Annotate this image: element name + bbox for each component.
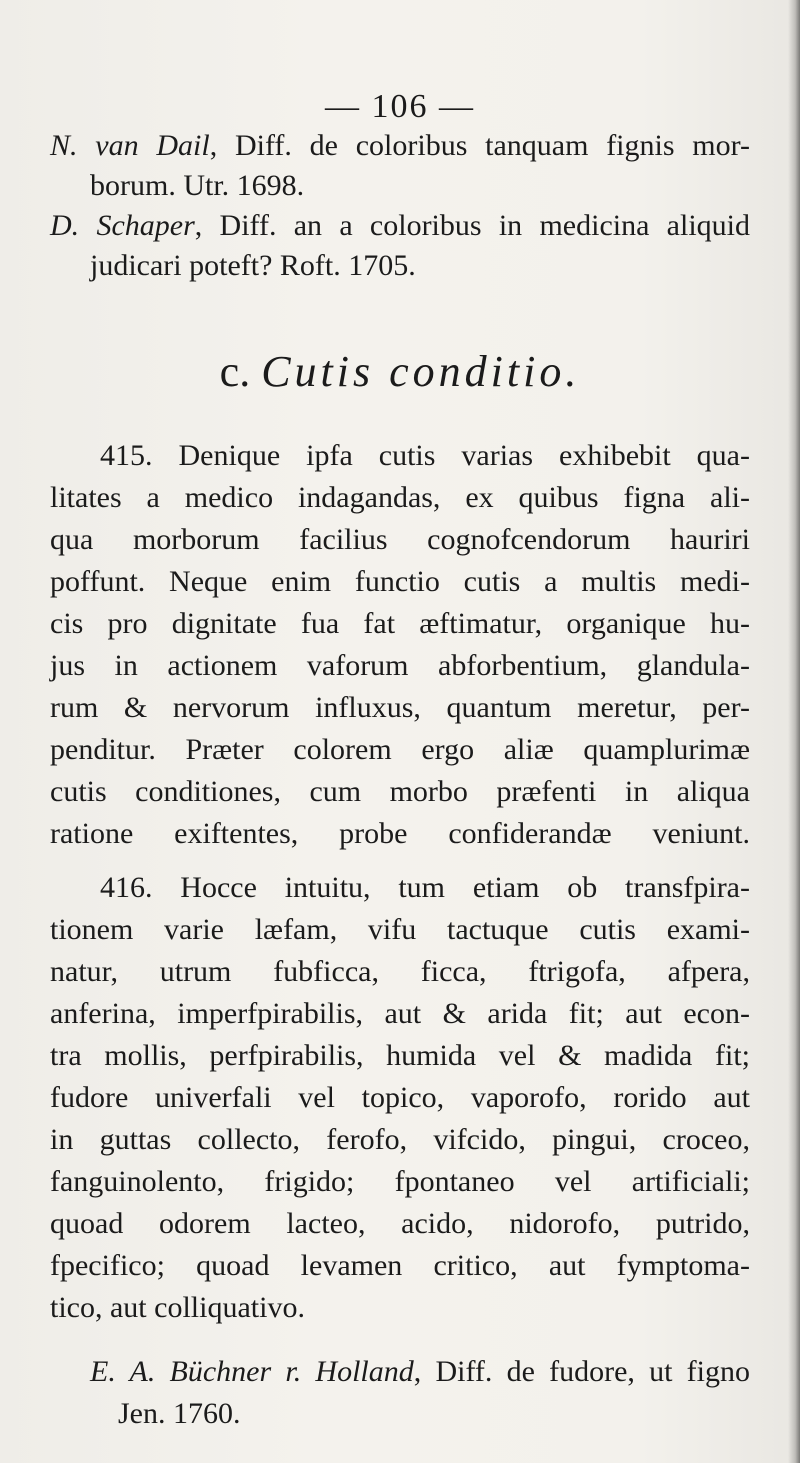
reference-line: E. A. Büchner r. Holland, Diff. de fudore, ut figno <box>90 1355 750 1388</box>
reference-text: Diff. an a coloribus in medicina aliquid <box>219 209 750 242</box>
paragraph-line: rum & nervorum influxus, quantum meretur, per- <box>50 691 750 724</box>
reference-line: N. van Dail, Diff. de coloribus tanquam fignis mor- <box>50 129 750 162</box>
paragraph-line: anferina, imperfpirabilis, aut & arida fit; aut econ- <box>50 997 750 1030</box>
paragraph-line: fpecifico; quoad levamen critico, aut fymptoma- <box>50 1249 750 1282</box>
paragraph-line: in guttas collecto, ferofo, vifcido, pingui, croceo, <box>50 1123 750 1156</box>
paragraph-line: fanguinolento, frigido; fpontaneo vel artificiali; <box>50 1165 750 1198</box>
reference-author: D. Schaper <box>50 209 195 242</box>
paragraph-line: cutis conditiones, cum morbo præfenti in aliqua <box>50 775 750 808</box>
reference-line: D. Schaper, Diff. an a coloribus in medicina aliquid <box>50 209 750 242</box>
reference-author: N. van Dail <box>50 129 210 162</box>
reference-text: Diff. de coloribus tanquam fignis mor- <box>234 129 750 162</box>
page-number: — 106 — <box>325 88 475 125</box>
paragraph-line: 415. Denique ipfa cutis varias exhibebit qua- <box>100 439 750 472</box>
section-title: Cutis conditio. <box>261 347 581 396</box>
section-heading <box>0 342 800 402</box>
paragraph-line: natur, utrum fubficca, ficca, ftrigofa, afpera, <box>50 955 750 988</box>
page-edge-shadow <box>788 0 800 1463</box>
reference-author: E. A. Büchner r. Holland <box>90 1355 414 1388</box>
paragraph-line: penditur. Præter colorem ergo aliæ quamplurimæ <box>50 733 750 766</box>
reference-line: Jen. 1760. <box>118 1397 241 1430</box>
reference-line: borum. Utr. 1698. <box>90 169 305 202</box>
paragraph-line: quoad odorem lacteo, acido, nidorofo, putrido, <box>50 1207 750 1240</box>
paragraph-line: tionem varie læfam, vifu tactuque cutis exami- <box>50 913 750 946</box>
reference-text: Diff. de fudore, ut figno <box>435 1355 750 1388</box>
reference-line: judicari poteft? Roft. 1705. <box>90 249 416 282</box>
section-letter: c. <box>219 347 251 396</box>
paragraph-line: qua morborum facilius cognofcendorum hauriri <box>50 523 750 556</box>
paragraph-line: ratione exiftentes, probe confiderandæ veniunt. <box>50 817 750 850</box>
paragraph-line: 416. Hocce intuitu, tum etiam ob transfpira- <box>100 871 750 904</box>
paragraph-line: tra mollis, perfpirabilis, humida vel & madida fit; <box>50 1039 750 1072</box>
paragraph-line: fudore univerfali vel topico, vaporofo, rorido aut <box>50 1081 750 1114</box>
paragraph-line: poffunt. Neque enim functio cutis a multis medi- <box>50 565 750 598</box>
paragraph-line: tico, aut colliquativo. <box>50 1291 305 1324</box>
paragraph-line: litates a medico indagandas, ex quibus figna ali- <box>50 481 750 514</box>
paragraph-line: jus in actionem vaforum abforbentium, glandula- <box>50 649 750 682</box>
paragraph-line: cis pro dignitate fua fat æftimatur, organique hu- <box>50 607 750 640</box>
